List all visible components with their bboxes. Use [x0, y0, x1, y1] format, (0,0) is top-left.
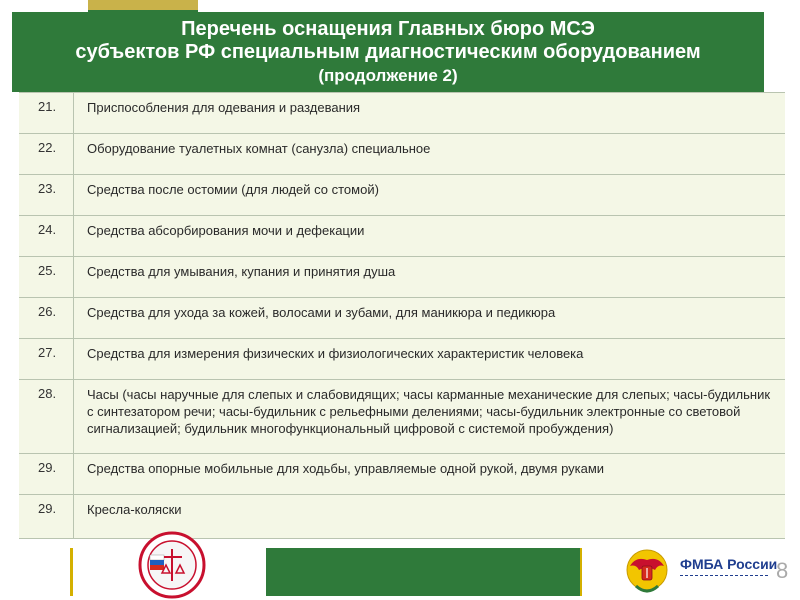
row-text: Оборудование туалетных комнат (санузла) специальное: [87, 141, 431, 156]
row-number: 27.: [38, 345, 57, 360]
table-row: [19, 380, 785, 454]
row-number-cell: [19, 175, 74, 215]
row-text: Кресла-коляски: [87, 502, 182, 517]
slide-header: [0, 0, 800, 92]
table-row: [19, 93, 785, 134]
row-text: Средства для умывания, купания и принятия душа: [87, 264, 396, 279]
row-text: Средства для ухода за кожей, волосами и зубами, для маникюра и педикюра: [87, 305, 556, 320]
row-number: 29.: [38, 501, 57, 516]
header-gold-stripe: [88, 0, 198, 10]
row-number: 24.: [38, 222, 57, 237]
fmba-subtitle-line: [680, 575, 768, 579]
row-number-cell: [19, 298, 74, 338]
row-number: 22.: [38, 140, 57, 155]
table-row: [19, 216, 785, 257]
title-line-1: Перечень оснащения Главных бюро МСЭ: [181, 18, 595, 40]
row-number-cell: [19, 134, 74, 174]
row-number: 21.: [38, 99, 57, 114]
title-line-3: (продолжение 2): [318, 66, 458, 85]
row-text: Средства абсорбирования мочи и дефекации: [87, 223, 365, 238]
row-text: Средства для измерения физических и физиологических характеристик человека: [87, 346, 584, 361]
title-line-2: субъектов РФ специальным диагностическим оборудованием: [75, 41, 701, 63]
row-text: Приспособления для одевания и раздевания: [87, 100, 361, 115]
fmba-name: ФМБА России: [680, 556, 778, 572]
row-number-cell: [19, 93, 74, 133]
row-number-cell: [19, 380, 74, 453]
table-row: [19, 298, 785, 339]
table-row: [19, 257, 785, 298]
title-band: [12, 12, 764, 92]
row-number: 23.: [38, 181, 57, 196]
row-number: 29.: [38, 460, 57, 475]
table-row: [19, 175, 785, 216]
footer-gold-line: [70, 548, 73, 596]
row-number-cell: [19, 339, 74, 379]
row-number: 26.: [38, 304, 57, 319]
table-row: [19, 454, 785, 495]
table-row: [19, 339, 785, 380]
table-row: [19, 134, 785, 175]
row-text: Средства опорные мобильные для ходьбы, управляемые одной рукой, двумя руками: [87, 461, 605, 476]
row-number: 25.: [38, 263, 57, 278]
row-text: Средства после остомии (для людей со стомой): [87, 182, 379, 197]
row-number-cell: [19, 257, 74, 297]
fmba-eagle-emblem-icon: [622, 546, 672, 598]
page-number: 8: [776, 558, 789, 583]
row-number-cell: [19, 495, 74, 538]
row-number-cell: [19, 216, 74, 256]
footer-green-band: [266, 548, 580, 596]
footer-gold-line-right: [580, 548, 582, 596]
equipment-table: [19, 92, 785, 539]
row-number-cell: [19, 454, 74, 494]
row-number: 28.: [38, 386, 57, 401]
msse-fmba-round-logo: [138, 531, 206, 599]
row-text: Часы (часы наручные для слепых и слабовидящих; часы карманные механические для слепых; часы-будильник с синтезатором речи; часы-будильник с рельефными делениями; часы-будильник электронные со световой сигнализацией; будильник многофункциональный цифровой с системой пробуждения): [87, 387, 771, 436]
table-row: [19, 495, 785, 539]
